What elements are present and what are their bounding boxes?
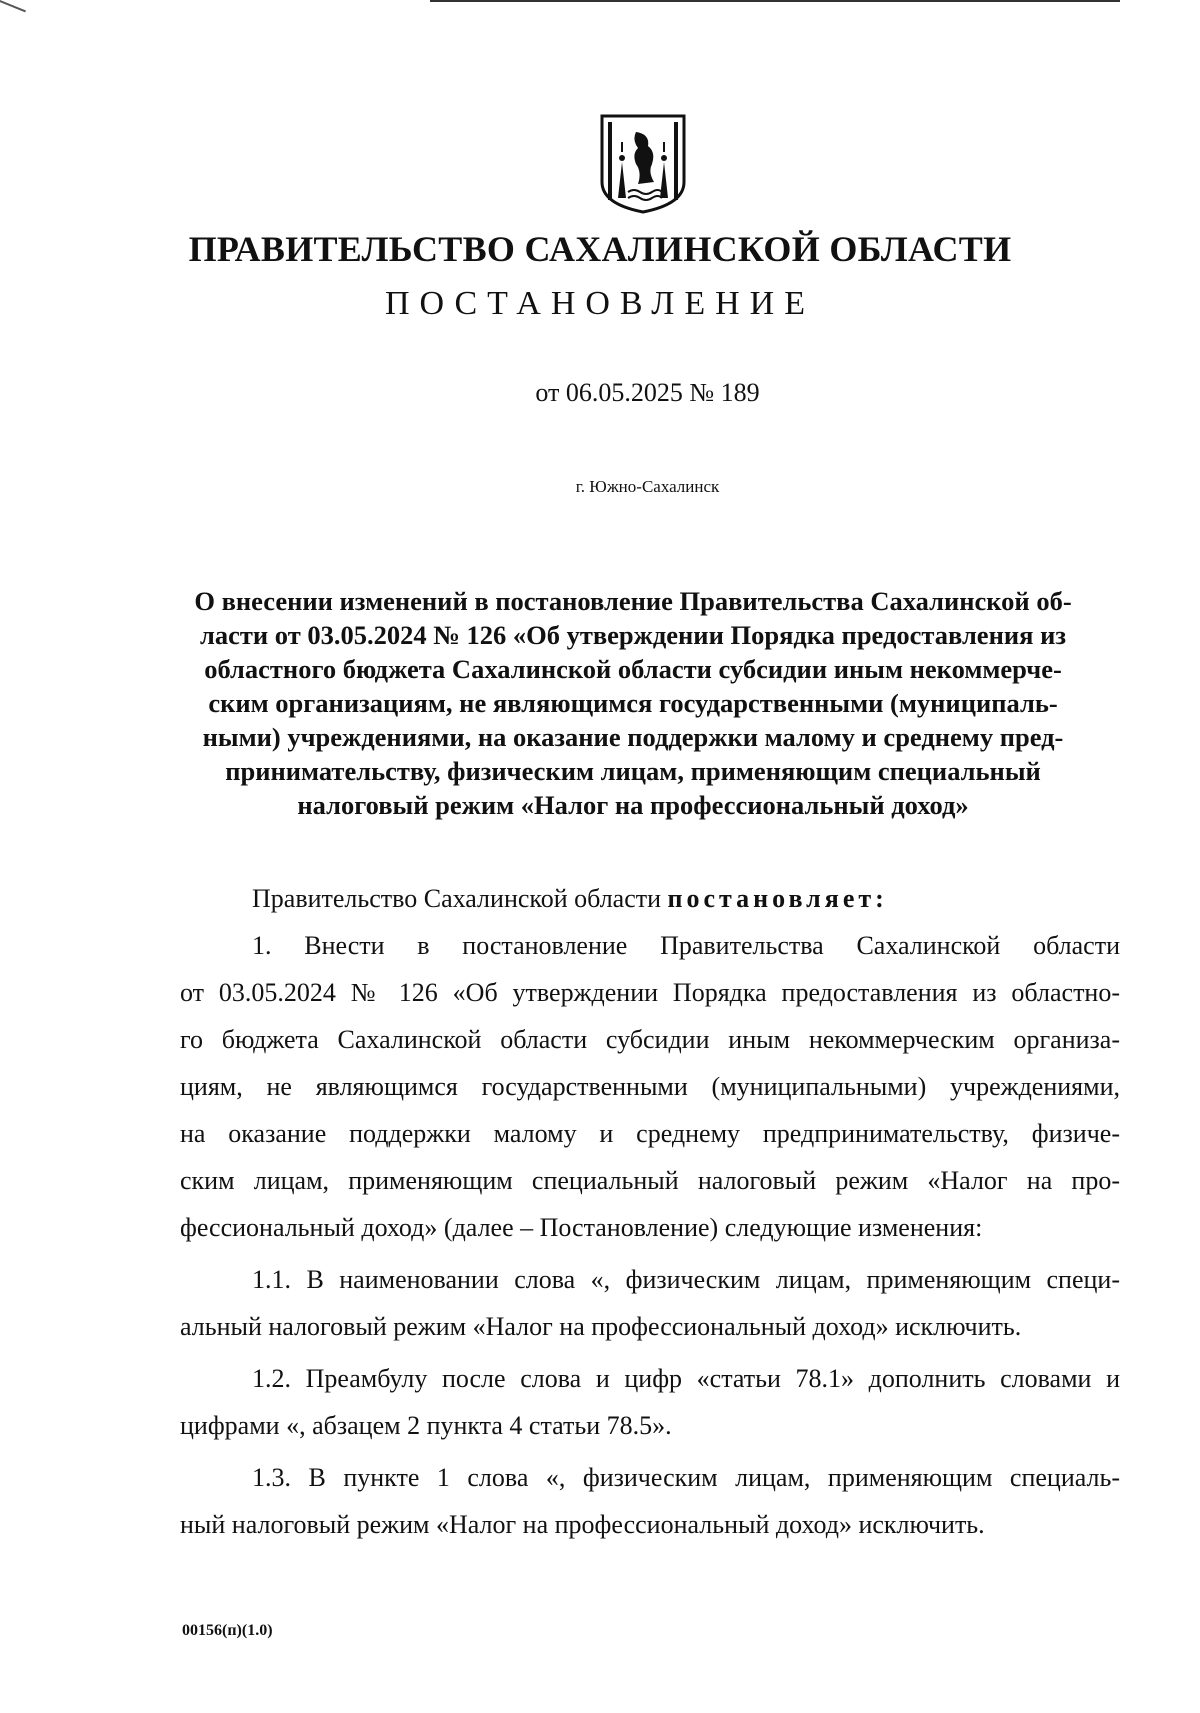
document-date-number: от 06.05.2025 № 189 xyxy=(535,378,760,407)
paragraph-line: ским лицам, применяющим специальный налоговый режим «Налог на про- xyxy=(180,1166,1120,1195)
preamble xyxy=(180,875,1120,922)
document-type: ПОСТАНОВЛЕНИЕ xyxy=(384,285,816,322)
paragraph-line: 1.2. Преамбулу после слова и цифр «статьи 78.1» дополнить словами и xyxy=(252,1364,1120,1393)
document-body xyxy=(180,875,1120,1548)
paragraph-line: ный налоговый режим «Налог на профессиональный доход» исключить. xyxy=(180,1510,985,1539)
title-line: областного бюджета Сахалинской области субсидии иным некоммерче- xyxy=(204,654,1062,684)
title-line: принимательству, физическим лицам, применяющим специальный xyxy=(225,756,1041,786)
paragraph-line: фессиональный доход» (далее – Постановление) следующие изменения: xyxy=(180,1213,983,1242)
title-line: ласти от 03.05.2024 № 126 «Об утверждении Порядка предоставления из xyxy=(200,620,1066,650)
form-code: 00156(п)(1.0) xyxy=(182,1622,273,1639)
paragraph-line: 1.1. В наименовании слова «, физическим лицам, применяющим специ- xyxy=(252,1265,1120,1294)
paragraph-line: альный налоговый режим «Налог на профессиональный доход» исключить. xyxy=(180,1312,1022,1341)
paragraph-1-3 xyxy=(180,1454,1120,1548)
top-border-line xyxy=(430,0,1120,2)
title-line: ским организациям, не являющимся государственными (муниципаль- xyxy=(208,688,1058,718)
paragraph-line: от 03.05.2024 № 126 «Об утверждении Порядка предоставления из областно- xyxy=(180,978,1120,1007)
paragraph-line: на оказание поддержки малому и среднему предпринимательству, физиче- xyxy=(180,1119,1120,1148)
paragraph-line: циям, не являющимся государственными (муниципальными) учреждениями, xyxy=(180,1072,1120,1101)
title-line: налоговый режим «Налог на профессиональный доход» xyxy=(297,790,969,820)
coat-of-arms-icon xyxy=(598,112,688,214)
organization-name: ПРАВИТЕЛЬСТВО САХАЛИНСКОЙ ОБЛАСТИ xyxy=(188,229,1012,269)
paragraph-1-2 xyxy=(180,1355,1120,1449)
preamble-emphasis: постановляет: xyxy=(667,884,888,913)
document-title xyxy=(178,584,1088,822)
paragraph-line: го бюджета Сахалинской области субсидии иным некоммерческим организа- xyxy=(180,1025,1120,1054)
title-line: О внесении изменений в постановление Правительства Сахалинской об- xyxy=(194,586,1072,616)
paragraph-line: цифрами «, абзацем 2 пункта 4 статьи 78.5». xyxy=(180,1411,672,1440)
paragraph-line: 1. Внести в постановление Правительства Сахалинской области xyxy=(252,931,1120,960)
corner-mark xyxy=(0,0,26,12)
paragraph-line: 1.3. В пункте 1 слова «, физическим лицам, применяющим специаль- xyxy=(252,1463,1120,1492)
document-city: г. Южно-Сахалинск xyxy=(575,477,720,496)
preamble-text: Правительство Сахалинской области xyxy=(252,884,668,913)
paragraph-1 xyxy=(180,922,1120,1251)
title-line: ными) учреждениями, на оказание поддержки малому и среднему пред- xyxy=(202,722,1064,752)
paragraph-1-1 xyxy=(180,1256,1120,1350)
